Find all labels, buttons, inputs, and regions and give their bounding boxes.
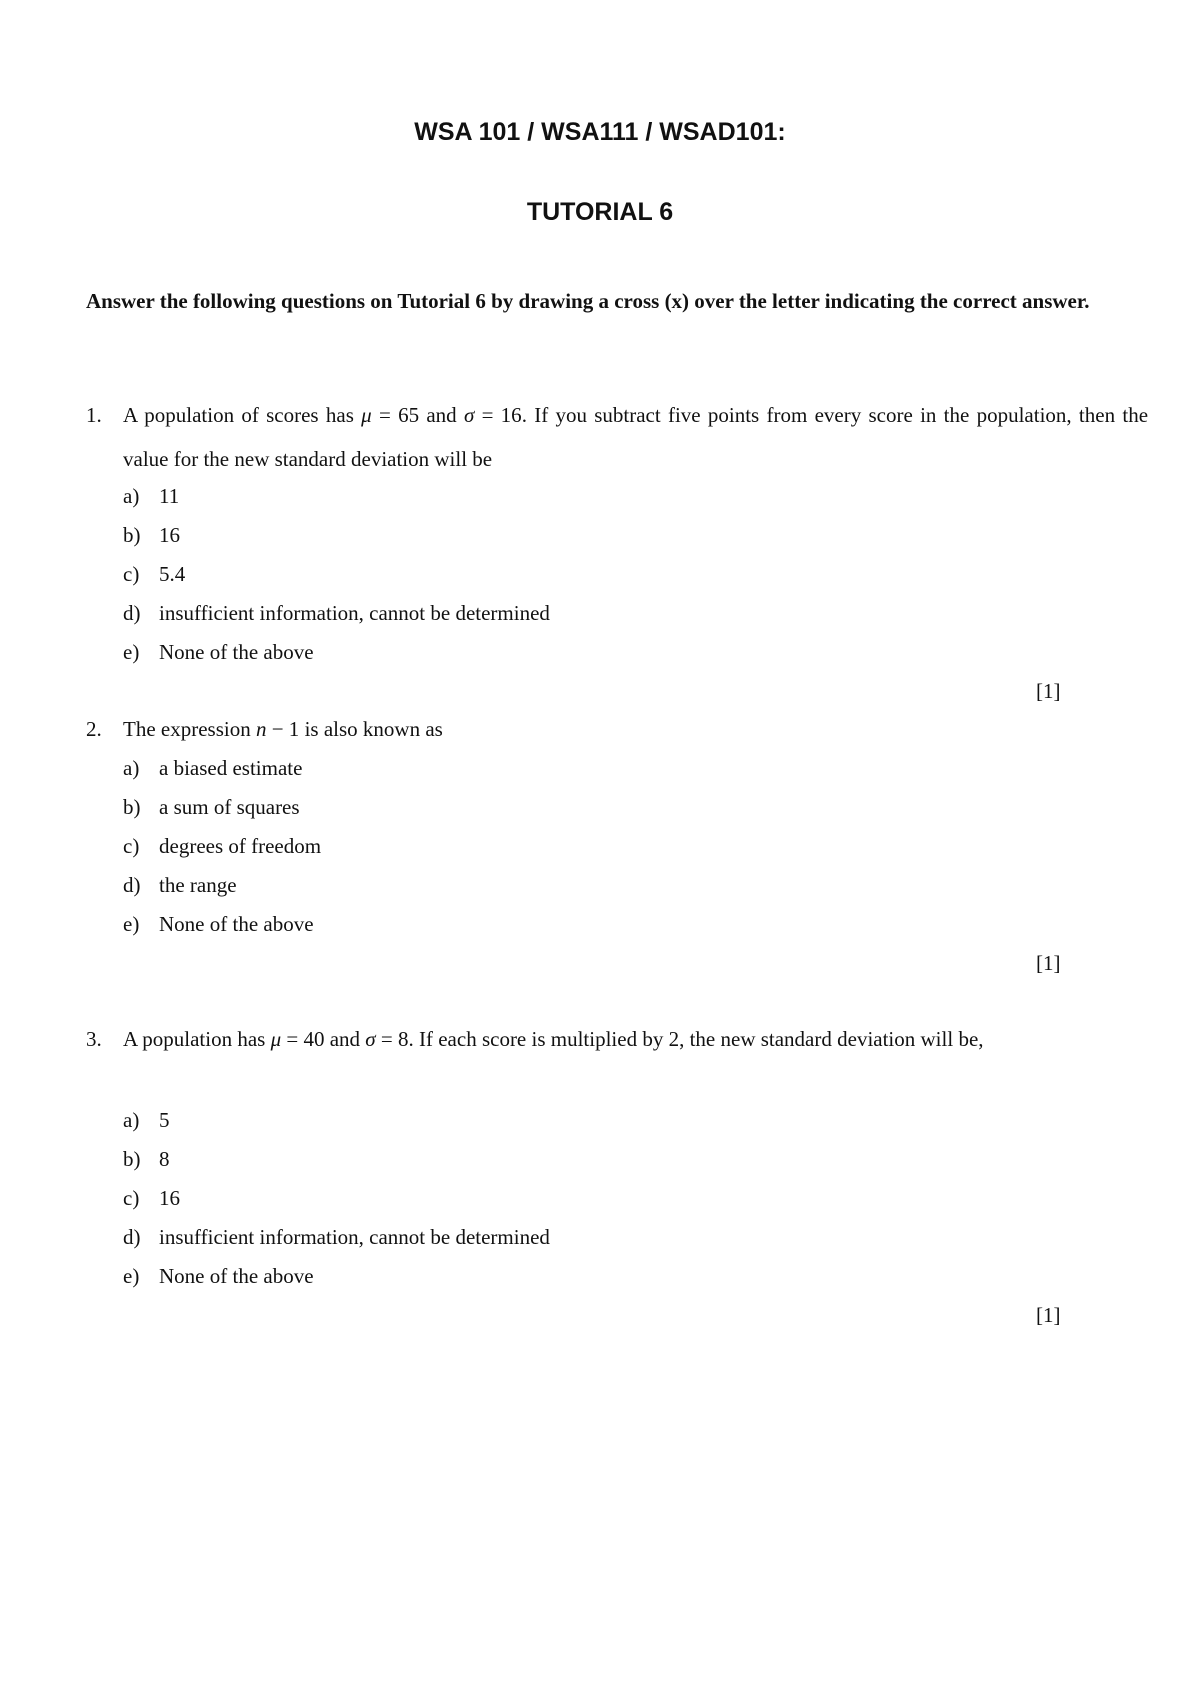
mu-symbol: μ bbox=[270, 1027, 282, 1051]
option-e[interactable] bbox=[123, 911, 314, 937]
option-text: 8 bbox=[159, 1147, 170, 1171]
stem-text: . If each score is multiplied by 2, the new standard deviation will be, bbox=[408, 1027, 984, 1051]
stem-value: = 65 bbox=[371, 403, 420, 427]
option-e[interactable] bbox=[123, 1263, 314, 1289]
option-d[interactable] bbox=[123, 872, 237, 898]
option-a[interactable] bbox=[123, 483, 179, 509]
option-b[interactable] bbox=[123, 1146, 170, 1172]
option-text: 5 bbox=[159, 1108, 170, 1132]
course-heading: WSA 101 / WSA111 / WSAD101: bbox=[414, 118, 786, 146]
option-letter[interactable]: a) bbox=[123, 484, 140, 508]
question-stem bbox=[123, 393, 1148, 481]
option-a[interactable] bbox=[123, 1107, 170, 1133]
option-text: the range bbox=[159, 873, 237, 897]
option-a[interactable] bbox=[123, 755, 302, 781]
stem-text: The expression bbox=[123, 717, 256, 741]
option-text: None of the above bbox=[159, 912, 314, 936]
stem-value: = 16 bbox=[474, 403, 522, 427]
mark-allocation: [1] bbox=[1036, 679, 1061, 703]
sigma-symbol: σ bbox=[365, 1027, 376, 1051]
option-b[interactable] bbox=[123, 794, 300, 820]
stem-text: and bbox=[324, 1027, 366, 1051]
stem-value: − 1 bbox=[266, 717, 300, 741]
option-letter[interactable]: c) bbox=[123, 1186, 140, 1210]
n-symbol: n bbox=[255, 717, 267, 741]
stem-text: is also known as bbox=[299, 717, 443, 741]
option-letter[interactable]: b) bbox=[123, 795, 141, 819]
stem-text: A population of scores has bbox=[123, 403, 362, 427]
mu-symbol: μ bbox=[361, 403, 372, 427]
option-letter[interactable]: e) bbox=[123, 640, 140, 664]
option-text: degrees of freedom bbox=[159, 834, 322, 858]
stem-value: = 8 bbox=[375, 1027, 409, 1051]
sigma-symbol: σ bbox=[463, 403, 475, 427]
option-text: insufficient information, cannot be determined bbox=[159, 1225, 550, 1249]
option-letter[interactable]: e) bbox=[123, 1264, 140, 1288]
question-number: 1. bbox=[86, 403, 102, 427]
option-letter[interactable]: d) bbox=[123, 1225, 141, 1249]
question-stem bbox=[123, 716, 443, 742]
option-c[interactable] bbox=[123, 833, 321, 859]
option-letter[interactable]: e) bbox=[123, 912, 140, 936]
option-text: None of the above bbox=[159, 640, 314, 664]
question-number: 3. bbox=[86, 1027, 102, 1051]
stem-value: = 40 bbox=[281, 1027, 325, 1051]
option-letter[interactable]: b) bbox=[123, 523, 141, 547]
option-letter[interactable]: c) bbox=[123, 834, 140, 858]
tutorial-heading: TUTORIAL 6 bbox=[526, 198, 674, 226]
option-text: 5.4 bbox=[159, 562, 186, 586]
option-text: a biased estimate bbox=[159, 756, 303, 780]
stem-text: and bbox=[419, 403, 464, 427]
mark-allocation: [1] bbox=[1036, 951, 1061, 975]
option-text: 16 bbox=[159, 523, 180, 547]
option-letter[interactable]: a) bbox=[123, 1108, 140, 1132]
option-b[interactable] bbox=[123, 522, 180, 548]
option-c[interactable] bbox=[123, 561, 185, 587]
question-stem bbox=[123, 1017, 1148, 1061]
option-letter[interactable]: b) bbox=[123, 1147, 141, 1171]
option-d[interactable] bbox=[123, 600, 550, 626]
mark-allocation: [1] bbox=[1036, 1303, 1061, 1327]
option-e[interactable] bbox=[123, 639, 314, 665]
option-letter[interactable]: a) bbox=[123, 756, 140, 780]
option-letter[interactable]: c) bbox=[123, 562, 140, 586]
option-text: insufficient information, cannot be determined bbox=[159, 601, 550, 625]
option-text: a sum of squares bbox=[159, 795, 300, 819]
instructions: Answer the following questions on Tutorial 6 by drawing a cross (x) over the letter indicating the correct answer. bbox=[86, 289, 1090, 313]
option-text: 16 bbox=[159, 1186, 180, 1210]
stem-text: A population has bbox=[123, 1027, 271, 1051]
option-d[interactable] bbox=[123, 1224, 550, 1250]
stem-text: . If you subtract five points from every score in the population, then the value for the new standard deviation will be bbox=[123, 403, 1149, 471]
option-c[interactable] bbox=[123, 1185, 180, 1211]
option-letter[interactable]: d) bbox=[123, 601, 141, 625]
option-letter[interactable]: d) bbox=[123, 873, 141, 897]
option-text: None of the above bbox=[159, 1264, 314, 1288]
question-number: 2. bbox=[86, 717, 102, 741]
option-text: 11 bbox=[159, 484, 180, 508]
